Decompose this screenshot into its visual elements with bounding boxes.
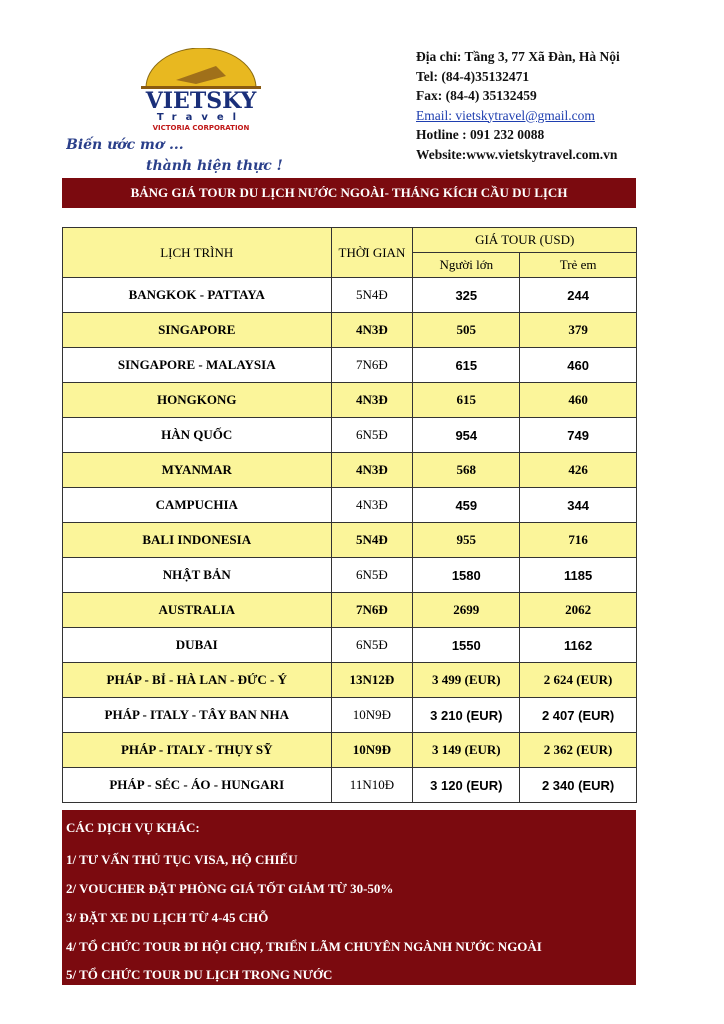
route-cell: PHÁP - BỈ - HÀ LAN - ĐỨC - Ý: [63, 663, 332, 698]
adult-price-cell: 3 499 (EUR): [413, 663, 520, 698]
adult-price-cell: 1550: [413, 628, 520, 663]
duration-cell: 6N5Đ: [331, 418, 413, 453]
table-row: [63, 348, 637, 383]
contact-info: [416, 47, 620, 164]
duration-cell: 4N3Đ: [331, 453, 413, 488]
table-row: [63, 698, 637, 733]
duration-cell: 10N9Đ: [331, 733, 413, 768]
duration-cell: 6N5Đ: [331, 628, 413, 663]
child-price-cell: 2 624 (EUR): [520, 663, 637, 698]
adult-price-cell: 568: [413, 453, 520, 488]
email-link[interactable]: Email: vietskytravel@gmail.com: [416, 107, 595, 123]
header-route: LỊCH TRÌNH: [63, 228, 332, 278]
route-cell: BANGKOK - PATTAYA: [63, 278, 332, 313]
route-cell: DUBAI: [63, 628, 332, 663]
vietsky-logo: [66, 48, 346, 175]
table-row: [63, 488, 637, 523]
service-item: 3/ ĐẶT XE DU LỊCH TỪ 4-45 CHỖ: [66, 910, 269, 925]
table-row: [63, 418, 637, 453]
route-cell: SINGAPORE: [63, 313, 332, 348]
table-row: [63, 593, 637, 628]
adult-price-cell: 3 120 (EUR): [413, 768, 520, 803]
duration-cell: 4N3Đ: [331, 488, 413, 523]
logo-slogan-2: thành hiện thực !: [146, 158, 283, 174]
table-row: [63, 628, 637, 663]
route-cell: MYANMAR: [63, 453, 332, 488]
child-price-cell: 716: [520, 523, 637, 558]
table-row: [63, 313, 637, 348]
adult-price-cell: 325: [413, 278, 520, 313]
tel: Tel: (84-4)35132471: [416, 68, 530, 84]
logo-slogan-1: Biến ước mơ ...: [66, 137, 184, 153]
adult-price-cell: 1580: [413, 558, 520, 593]
service-item: 1/ TƯ VẤN THỦ TỤC VISA, HỘ CHIẾU: [66, 852, 298, 867]
child-price-cell: 2 407 (EUR): [520, 698, 637, 733]
route-cell: NHẬT BẢN: [63, 558, 332, 593]
adult-price-cell: 459: [413, 488, 520, 523]
duration-cell: 6N5Đ: [331, 558, 413, 593]
child-price-cell: 379: [520, 313, 637, 348]
route-cell: HONGKONG: [63, 383, 332, 418]
adult-price-cell: 505: [413, 313, 520, 348]
route-cell: PHÁP - SÉC - ÁO - HUNGARI: [63, 768, 332, 803]
adult-price-cell: 955: [413, 523, 520, 558]
service-item: 5/ TỔ CHỨC TOUR DU LỊCH TRONG NƯỚC: [66, 967, 333, 982]
child-price-cell: 2 362 (EUR): [520, 733, 637, 768]
other-services: [62, 810, 636, 985]
duration-cell: 5N4Đ: [331, 278, 413, 313]
duration-cell: 4N3Đ: [331, 383, 413, 418]
table-row: [63, 733, 637, 768]
adult-price-cell: 2699: [413, 593, 520, 628]
child-price-cell: 749: [520, 418, 637, 453]
child-price-cell: 1185: [520, 558, 637, 593]
service-item: 2/ VOUCHER ĐẶT PHÒNG GIÁ TỐT GIẢM TỪ 30-50%: [66, 881, 394, 896]
duration-cell: 5N4Đ: [331, 523, 413, 558]
child-price-cell: 2062: [520, 593, 637, 628]
table-row: [63, 768, 637, 803]
route-cell: PHÁP - ITALY - THỤY SỸ: [63, 733, 332, 768]
page-title: BẢNG GIÁ TOUR DU LỊCH NƯỚC NGOÀI- THÁNG KÍCH CẦU DU LỊCH: [62, 178, 636, 208]
child-price-cell: 426: [520, 453, 637, 488]
duration-cell: 11N10Đ: [331, 768, 413, 803]
route-cell: PHÁP - ITALY - TÂY BAN NHA: [63, 698, 332, 733]
adult-price-cell: 3 210 (EUR): [413, 698, 520, 733]
table-row: [63, 663, 637, 698]
adult-price-cell: 3 149 (EUR): [413, 733, 520, 768]
header-price: GIÁ TOUR (USD): [413, 228, 637, 253]
duration-cell: 7N6Đ: [331, 593, 413, 628]
duration-cell: 7N6Đ: [331, 348, 413, 383]
logo-sub: Travel: [156, 112, 246, 123]
table-row: [63, 383, 637, 418]
child-price-cell: 2 340 (EUR): [520, 768, 637, 803]
child-price-cell: 244: [520, 278, 637, 313]
route-cell: HÀN QUỐC: [63, 418, 332, 453]
adult-price-cell: 615: [413, 348, 520, 383]
duration-cell: 10N9Đ: [331, 698, 413, 733]
services-title: CÁC DỊCH VỤ KHÁC:: [66, 820, 200, 835]
table-row: [63, 278, 637, 313]
header-adult: Người lớn: [413, 253, 520, 278]
header-duration: THỜI GIAN: [331, 228, 413, 278]
child-price-cell: 460: [520, 348, 637, 383]
duration-cell: 13N12Đ: [331, 663, 413, 698]
route-cell: AUSTRALIA: [63, 593, 332, 628]
child-price-cell: 1162: [520, 628, 637, 663]
route-cell: SINGAPORE - MALAYSIA: [63, 348, 332, 383]
route-cell: CAMPUCHIA: [63, 488, 332, 523]
table-row: [63, 453, 637, 488]
table-row: [63, 558, 637, 593]
price-table: [62, 227, 637, 803]
adult-price-cell: 954: [413, 418, 520, 453]
website: Website:www.vietskytravel.com.vn: [416, 146, 618, 162]
header-child: Trẻ em: [520, 253, 637, 278]
address: Địa chỉ: Tầng 3, 77 Xã Đàn, Hà Nội: [416, 49, 620, 64]
route-cell: BALI INDONESIA: [63, 523, 332, 558]
duration-cell: 4N3Đ: [331, 313, 413, 348]
child-price-cell: 344: [520, 488, 637, 523]
fax: Fax: (84-4) 35132459: [416, 88, 537, 103]
table-row: [63, 523, 637, 558]
logo-brand: VIETSKY: [145, 88, 257, 114]
hotline: Hotline : 091 232 0088: [416, 127, 545, 142]
service-item: 4/ TỔ CHỨC TOUR ĐI HỘI CHỢ, TRIỂN LÃM CHUYÊN NGÀNH NƯỚC NGOÀI: [66, 939, 542, 954]
adult-price-cell: 615: [413, 383, 520, 418]
child-price-cell: 460: [520, 383, 637, 418]
logo-corp: VICTORIA CORPORATION: [152, 124, 250, 132]
